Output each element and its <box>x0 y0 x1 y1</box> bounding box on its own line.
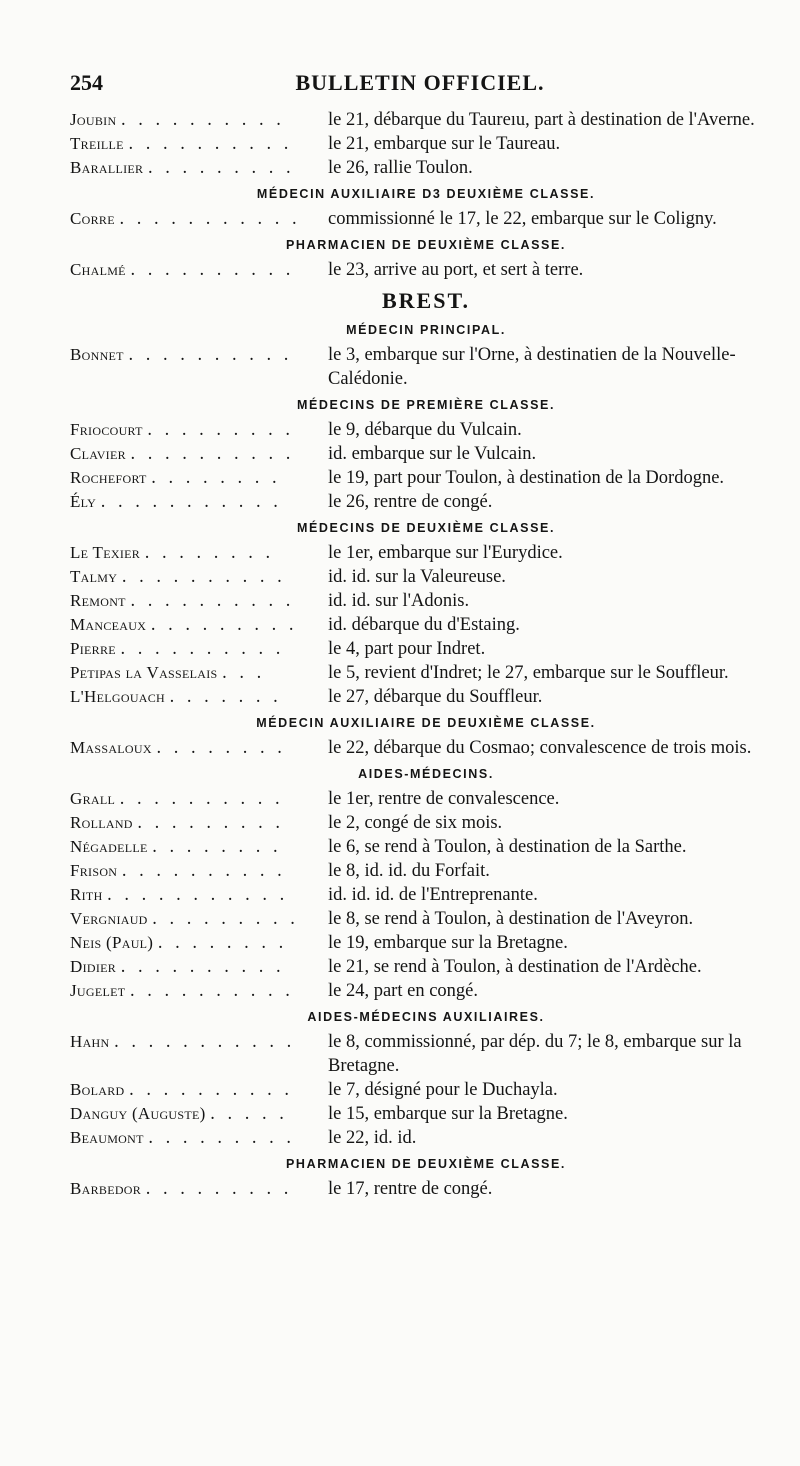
entry-description: le 21, embarque sur le Taureau. <box>328 134 561 154</box>
section-heading: MÉDECIN PRINCIPAL. <box>346 323 506 337</box>
entry-description: le 8, se rend à Toulon, à destination de l'Aveyron. <box>328 909 694 929</box>
list-item <box>70 156 782 180</box>
entry-name-cell <box>70 613 326 637</box>
list-item <box>70 442 782 466</box>
entry-description: le 21, se rend à Toulon, à destination de l'Ardèche. <box>328 957 702 977</box>
entry-description: le 19, embarque sur la Bretagne. <box>328 933 568 953</box>
entry-name-cell <box>70 108 326 132</box>
entry-name: Grall <box>70 789 116 808</box>
entry-description: le 22, débarque du Cosmao; convalescence de trois mois. <box>328 738 752 758</box>
entry-name-cell <box>70 685 326 709</box>
entry-description: le 8, id. id. du Forfait. <box>328 861 490 881</box>
leader-dots: . . . . . . . . . . <box>120 639 285 659</box>
running-title: BULLETIN OFFICIEL. <box>295 70 545 95</box>
entry-name-cell <box>70 835 326 859</box>
entry-name: Danguy (Auguste) <box>70 1104 206 1123</box>
list-item <box>70 907 782 931</box>
leader-dots: . . . . . . . . <box>157 933 288 953</box>
leader-dots: . . . . . . . <box>169 687 282 707</box>
section-heading: AIDES-MÉDECINS AUXILIAIRES. <box>307 1010 545 1024</box>
entry-name: Hahn <box>70 1032 110 1051</box>
leader-dots: . . . . . . . . . . . <box>107 885 289 905</box>
entry-name-cell <box>70 343 326 367</box>
list-item <box>70 955 782 979</box>
leader-dots: . . . . . . . . . . <box>121 110 285 130</box>
list-item <box>70 613 782 637</box>
leader-dots: . . . . . . . . <box>152 837 282 857</box>
leader-dots: . . . . . . . . . <box>148 158 295 178</box>
entry-name-cell <box>70 565 326 589</box>
list-item <box>70 258 782 282</box>
entry-name-cell <box>70 1102 326 1126</box>
section-heading: MÉDECIN AUXILIAIRE DE DEUXIÈME CLASSE. <box>256 716 596 730</box>
leader-dots: . . . . . . . . <box>144 543 275 563</box>
entry-name: Le Texier <box>70 543 141 562</box>
list-item <box>70 589 782 613</box>
entry-name-cell <box>70 1030 326 1054</box>
entry-name: Neis (Paul) <box>70 933 154 952</box>
entry-name: Rith <box>70 885 103 904</box>
section-heading: MÉDECINS DE DEUXIÈME CLASSE. <box>296 521 556 535</box>
entry-name: Massaloux <box>70 738 152 757</box>
entry-name-cell <box>70 661 326 685</box>
entry-name: Rolland <box>70 813 133 832</box>
leader-dots: . . . . . . . . . <box>137 813 285 833</box>
entry-name: Petipas la Vasselais <box>70 663 218 682</box>
entry-description: id. id. id. de l'Entreprenante. <box>328 885 538 905</box>
list-item <box>70 490 782 514</box>
entry-name: Treille <box>70 134 124 153</box>
entry-name: Bonnet <box>70 345 124 364</box>
entry-name: Bolard <box>70 1080 125 1099</box>
leader-dots: . . . . . . . . . . . <box>100 492 282 512</box>
section-heading: PHARMACIEN DE DEUXIÈME CLASSE. <box>286 238 566 252</box>
entry-description: le 8, commissionné, par dép. du 7; le 8, embarque sur la Bretagne. <box>328 1032 742 1076</box>
list-item <box>70 207 782 231</box>
leader-dots: . . . . . . . . . <box>147 420 295 440</box>
leader-dots: . . . . . . . . . . <box>121 861 286 881</box>
section-heading: MÉDECINS DE PREMIÈRE CLASSE. <box>296 398 556 412</box>
entry-name: Jugelet <box>70 981 126 1000</box>
entry-description: le 3, embarque sur l'Orne, à destinatien de la Nouvelle-Calédonie. <box>328 345 736 389</box>
entry-name: Ély <box>70 492 97 511</box>
leader-dots: . . . . . . . . . . <box>130 591 295 611</box>
entry-description: le 4, part pour Indret. <box>328 639 486 659</box>
entry-description: le 1er, rentre de convalescence. <box>328 789 560 809</box>
entry-name-cell <box>70 442 326 466</box>
list-item <box>70 661 782 685</box>
entry-description: le 9, débarque du Vulcain. <box>328 420 522 440</box>
section-heading: AIDES-MÉDECINS. <box>358 767 494 781</box>
list-item <box>70 787 782 811</box>
leader-dots: . . . . . . . . . <box>148 1128 295 1148</box>
entry-name: L'Helgouach <box>70 687 166 706</box>
entry-name-cell <box>70 589 326 613</box>
entry-name-cell <box>70 907 326 931</box>
entry-name: Clavier <box>70 444 126 463</box>
entry-name-cell <box>70 955 326 979</box>
entry-description: id. embarque sur le Vulcain. <box>328 444 537 464</box>
entry-name-cell <box>70 466 326 490</box>
entry-name-cell <box>70 931 326 955</box>
leader-dots: . . . . . . . . <box>156 738 286 758</box>
entry-description: id. id. sur la Valeureuse. <box>328 567 506 587</box>
list-item <box>70 132 782 156</box>
list-item <box>70 859 782 883</box>
leader-dots: . . . . . . . . . . <box>130 444 295 464</box>
entry-name-cell <box>70 207 326 231</box>
page-header <box>70 70 770 100</box>
list-item <box>70 1126 782 1150</box>
list-item <box>70 466 782 490</box>
entry-name: Frison <box>70 861 118 880</box>
entry-name: Vergniaud <box>70 909 148 928</box>
entry-description: id. id. sur l'Adonis. <box>328 591 470 611</box>
entry-name-cell <box>70 811 326 835</box>
entry-description: le 15, embarque sur la Bretagne. <box>328 1104 568 1124</box>
entry-description: commissionné le 17, le 22, embarque sur le Coligny. <box>328 209 717 229</box>
entry-description: le 26, rentre de congé. <box>328 492 493 512</box>
entry-name: Barbedor <box>70 1179 142 1198</box>
entry-name: Joubin <box>70 110 117 129</box>
leader-dots: . . . . . . . . . <box>150 615 298 635</box>
page-number: 254 <box>70 70 103 95</box>
entry-description: le 6, se rend à Toulon, à destination de la Sarthe. <box>328 837 687 857</box>
entry-description: le 19, part pour Toulon, à destination de la Dordogne. <box>328 468 725 488</box>
leader-dots: . . . . . . . . . . <box>130 260 295 280</box>
leader-dots: . . . . . . . . . <box>152 909 299 929</box>
leader-dots: . . . . . . . . <box>151 468 281 488</box>
leader-dots: . . . . . . . . . . <box>129 1080 293 1100</box>
leader-dots: . . . <box>222 663 266 683</box>
leader-dots: . . . . . . . . . <box>145 1179 293 1199</box>
list-item <box>70 1030 782 1078</box>
entry-description: le 24, part en congé. <box>328 981 478 1001</box>
leader-dots: . . . . . . . . . . <box>128 345 293 365</box>
entry-name-cell <box>70 1078 326 1102</box>
entry-description: le 2, congé de six mois. <box>328 813 503 833</box>
list-item <box>70 883 782 907</box>
entry-name: Pierre <box>70 639 116 658</box>
entry-name: Barallier <box>70 158 144 177</box>
entry-description: le 26, rallie Toulon. <box>328 158 473 178</box>
leader-dots: . . . . . <box>210 1104 288 1124</box>
entry-name: Chalmé <box>70 260 126 279</box>
entry-description: le 22, id. id. <box>328 1128 417 1148</box>
entry-name: Beaumont <box>70 1128 144 1147</box>
entry-name-cell <box>70 490 326 514</box>
list-item <box>70 835 782 859</box>
entry-name-cell <box>70 1177 326 1201</box>
list-item <box>70 541 782 565</box>
leader-dots: . . . . . . . . . . <box>120 957 285 977</box>
list-item <box>70 931 782 955</box>
entry-name-cell <box>70 1126 326 1150</box>
entry-name: Remont <box>70 591 126 610</box>
entry-description: le 17, rentre de congé. <box>328 1179 493 1199</box>
leader-dots: . . . . . . . . . . <box>128 134 293 154</box>
entry-description: le 7, désigné pour le Duchayla. <box>328 1080 558 1100</box>
leader-dots: . . . . . . . . . . <box>130 981 294 1001</box>
section-place-heading: BREST. <box>381 288 470 313</box>
entry-name-cell <box>70 156 326 180</box>
entry-name: Friocourt <box>70 420 143 439</box>
entry-name-cell <box>70 637 326 661</box>
entry-description: le 23, arrive au port, et sert à terre. <box>328 260 584 280</box>
entry-name-cell <box>70 859 326 883</box>
list-item <box>70 637 782 661</box>
entry-description: le 1er, embarque sur l'Eurydice. <box>328 543 563 563</box>
entry-description: id. débarque du d'Estaing. <box>328 615 520 635</box>
entry-name-cell <box>70 787 326 811</box>
leader-dots: . . . . . . . . . . . <box>114 1032 296 1052</box>
entry-name: Manceaux <box>70 615 147 634</box>
entry-name-cell <box>70 883 326 907</box>
entry-name: Négadelle <box>70 837 148 856</box>
leader-dots: . . . . . . . . . . <box>119 789 284 809</box>
list-item <box>70 1177 782 1201</box>
list-item <box>70 418 782 442</box>
list-item <box>70 565 782 589</box>
entry-name-cell <box>70 541 326 565</box>
entry-description: le 5, revient d'Indret; le 27, embarque sur le Souffleur. <box>328 663 729 683</box>
entry-description: le 21, débarque du Taureıu, part à destination de l'Averne. <box>328 110 755 130</box>
list-item <box>70 685 782 709</box>
entry-name: Rochefort <box>70 468 147 487</box>
leader-dots: . . . . . . . . . . <box>121 567 286 587</box>
entry-description: le 27, débarque du Souffleur. <box>328 687 543 707</box>
entry-name-cell <box>70 132 326 156</box>
entry-name-cell <box>70 736 326 760</box>
entry-name-cell <box>70 258 326 282</box>
document-body <box>70 108 782 1201</box>
list-item <box>70 736 782 760</box>
list-item <box>70 108 782 132</box>
section-heading: PHARMACIEN DE DEUXIÈME CLASSE. <box>286 1157 566 1171</box>
entry-name: Corre <box>70 209 115 228</box>
entry-name-cell <box>70 979 326 1003</box>
list-item <box>70 1078 782 1102</box>
entry-name: Talmy <box>70 567 118 586</box>
list-item <box>70 1102 782 1126</box>
entry-name: Didier <box>70 957 117 976</box>
entry-name-cell <box>70 418 326 442</box>
section-heading: MÉDECIN AUXILIAIRE D3 DEUXIÈME CLASSE. <box>256 187 596 201</box>
list-item <box>70 811 782 835</box>
list-item <box>70 343 782 391</box>
list-item <box>70 979 782 1003</box>
leader-dots: . . . . . . . . . . . <box>119 209 301 229</box>
